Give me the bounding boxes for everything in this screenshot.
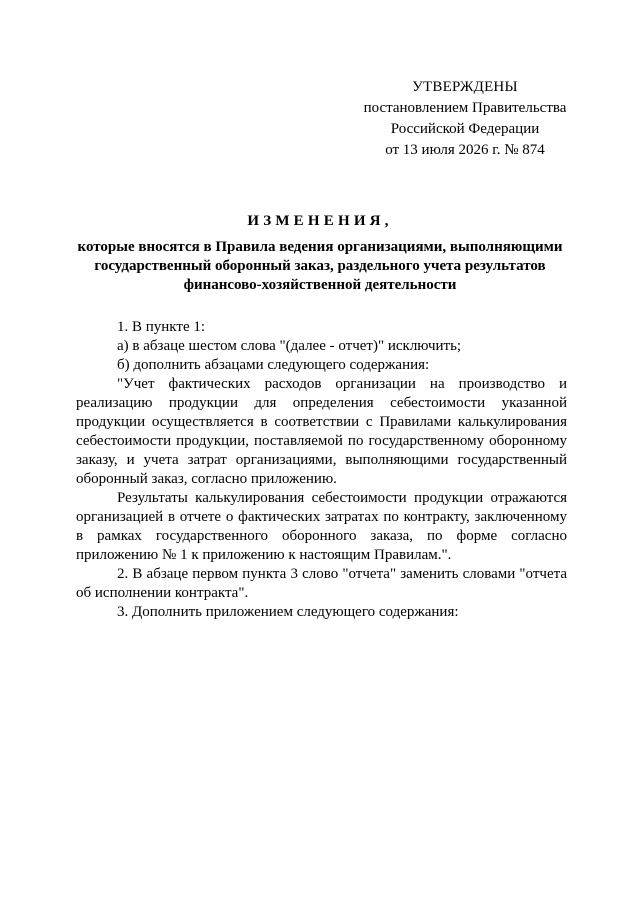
subtitle-line-2: государственный оборонный заказ, раздельного учета результатов	[94, 258, 546, 274]
document-title: ИЗМЕНЕНИЯ,	[247, 213, 393, 229]
approval-line-country: Российской Федерации	[390, 121, 540, 137]
paragraph-item-3: 3. Дополнить приложением следующего содержания:	[117, 604, 459, 620]
paragraph-item-2: 2. В абзаце первом пункта 3 слово "отчета" заменить словами "отчета об исполнении контракта".	[76, 566, 567, 601]
approval-line-date-number: от 13 июля 2026 г. № 874	[385, 142, 545, 158]
paragraph-item-1: 1. В пункте 1:	[117, 319, 206, 335]
document-subtitle	[60, 238, 580, 295]
paragraph-calculation-results: Результаты калькулирования себестоимости продукции отражаются организацией в отчете о фактических затратах по контракту, заключенному в рамках государственного оборонного заказа, по форме согласно приложению № 1 к приложению к настоящим Правилам.".	[76, 490, 567, 563]
approval-block	[350, 77, 580, 161]
paragraph-subitem-a: а) в абзаце шестом слова "(далее - отчет)" исключить;	[117, 338, 462, 354]
paragraph-accounting-rules: "Учет фактических расходов организации на производство и реализацию продукции для определения себестоимости указанной продукции осуществляется в соответствии с Правилами калькулирования себестоимости продукции, поставляемой по государственному оборонному заказу, и учета затрат организациями, выполняющими государственный оборонный заказ, согласно приложению.	[76, 376, 567, 487]
subtitle-line-1: которые вносятся в Правила ведения организациями, выполняющими	[77, 239, 563, 255]
paragraph-subitem-b: б) дополнить абзацами следующего содержания:	[117, 357, 430, 373]
subtitle-line-3: финансово-хозяйственной деятельности	[183, 277, 457, 293]
approval-line-authority: постановлением Правительства	[363, 100, 567, 116]
approval-heading: УТВЕРЖДЕНЫ	[412, 79, 518, 95]
document-body	[76, 318, 567, 622]
